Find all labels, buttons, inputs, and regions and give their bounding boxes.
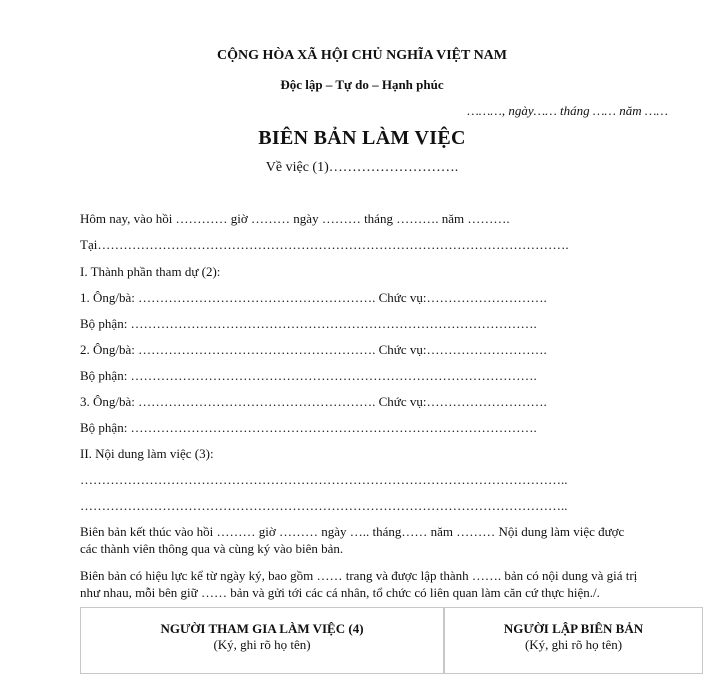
nation-heading: CỘNG HÒA XÃ HỘI CHỦ NGHĨA VIỆT NAM (216, 48, 507, 63)
signature-cell-recorder (445, 608, 702, 673)
signature-table (80, 607, 703, 674)
section-content-heading: II. Nội dung làm việc (3): (80, 446, 214, 461)
participant-2-name-line: 2. Ông/bà: ………………………………………………. Chức vụ:………………………. (80, 342, 547, 357)
participant-3-department-line: Bộ phận: …………………………………………………………………………………. (80, 420, 537, 435)
participant-1-name-line: 1. Ông/bà: ………………………………………………. Chức vụ:………………………. (80, 290, 547, 305)
signature-note-participants: (Ký, ghi rõ họ tên) (213, 637, 311, 652)
meeting-place-line: Tại………………………………………………………………………………………………. (80, 237, 569, 252)
content-line-2: ………………………………………………………………………………………………….. (80, 498, 568, 513)
motto-heading: Độc lập – Tự do – Hạnh phúc (280, 77, 444, 92)
participant-1-department-line: Bộ phận: …………………………………………………………………………………. (80, 316, 537, 331)
content-line-1: ………………………………………………………………………………………………….. (80, 472, 568, 487)
signature-title-recorder: NGƯỜI LẬP BIÊN BẢN (503, 621, 644, 636)
meeting-time-line: Hôm nay, vào hồi ………… giờ ……… ngày ……… tháng ………. năm ………. (80, 211, 510, 226)
participant-3-name-line: 3. Ông/bà: ………………………………………………. Chức vụ:………………………. (80, 394, 547, 409)
signature-note-recorder: (Ký, ghi rõ họ tên) (524, 637, 623, 652)
signature-cell-participants (81, 608, 445, 673)
closing-paragraph: Biên bản kết thúc vào hồi ……… giờ ……… ngày ….. tháng…… năm ……… Nội dung làm việc được các thành viên thông qua và cùng ký vào biên bản. (80, 524, 625, 556)
validity-paragraph: Biên bản có hiệu lực kể từ ngày ký, bao gồm …… trang và được lập thành ……. bản có nội dung và giá trị như nhau, mỗi bên giữ …… bản và gửi tới các cá nhân, tổ chức có liên quan làm căn cứ thực hiện./. (80, 568, 638, 600)
participant-2-department-line: Bộ phận: …………………………………………………………………………………. (80, 368, 537, 383)
document-subject: Về việc (1)………………………. (265, 160, 459, 175)
dateline: ………, ngày…… tháng …… năm …… (467, 103, 668, 118)
signature-title-participants: NGƯỜI THAM GIA LÀM VIỆC (4) (160, 621, 364, 636)
document-title: BIÊN BẢN LÀM VIỆC (258, 127, 466, 149)
section-participants-heading: I. Thành phần tham dự (2): (80, 264, 221, 279)
